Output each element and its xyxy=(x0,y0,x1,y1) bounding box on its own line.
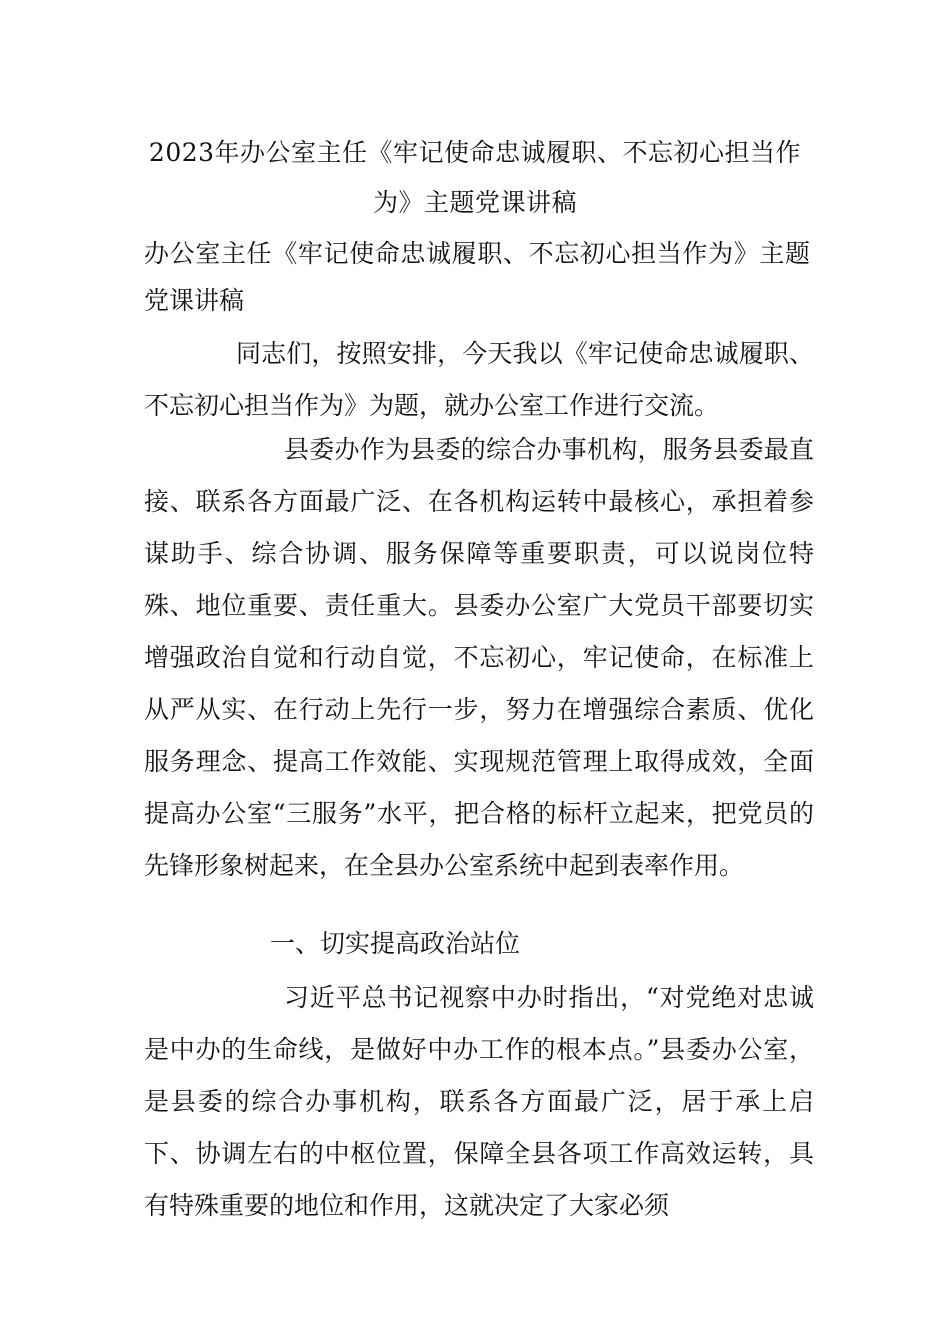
opening-paragraph: 同志们，按照安排，今天我以《牢记使命忠诚履职、不忘初心担当作为》为题，就办公室工作进行交流。 xyxy=(144,339,814,420)
body-paragraph: 县委办作为县委的综合办事机构，服务县委最直接、联系各方面最广泛、在各机构运转中最核心，承担着参谋助手、综合协调、服务保障等重要职责，可以说岗位特殊、地位重要、责任重大。县委办公室广大党员干部要切实增强政治自觉和行动自觉，不忘初心，牢记使命，在标准上从严从实、在行动上先行一步，努力在增强综合素质、优化服务理念、提高工作效能、实现规范管理上取得成效，全面提高办公室“三服务”水平，把合格的标杆立起来，把党员的先锋形象树起来，在全县办公室系统中起到表率作用。 xyxy=(144,435,814,880)
section-heading: 一、切实提高政治站位 xyxy=(270,929,521,958)
document-subtitle: 办公室主任《牢记使命忠诚履职、不忘初心担当作为》主题党课讲稿 xyxy=(144,239,810,315)
section-paragraph: 习近平总书记视察中办时指出，“对党绝对忠诚是中办的生命线，是做好中办工作的根本点。”县委办公室，是县委的综合办事机构，联系各方面最广泛，居于承上启下、协调左右的中枢位置，保障全县各项工作高效运转，具有特殊重要的地位和作用，这就决定了大家必须 xyxy=(144,983,814,1220)
document-title: 2023年办公室主任《牢记使命忠诚履职、不忘初心担当作为》主题党课讲稿 xyxy=(148,138,802,217)
